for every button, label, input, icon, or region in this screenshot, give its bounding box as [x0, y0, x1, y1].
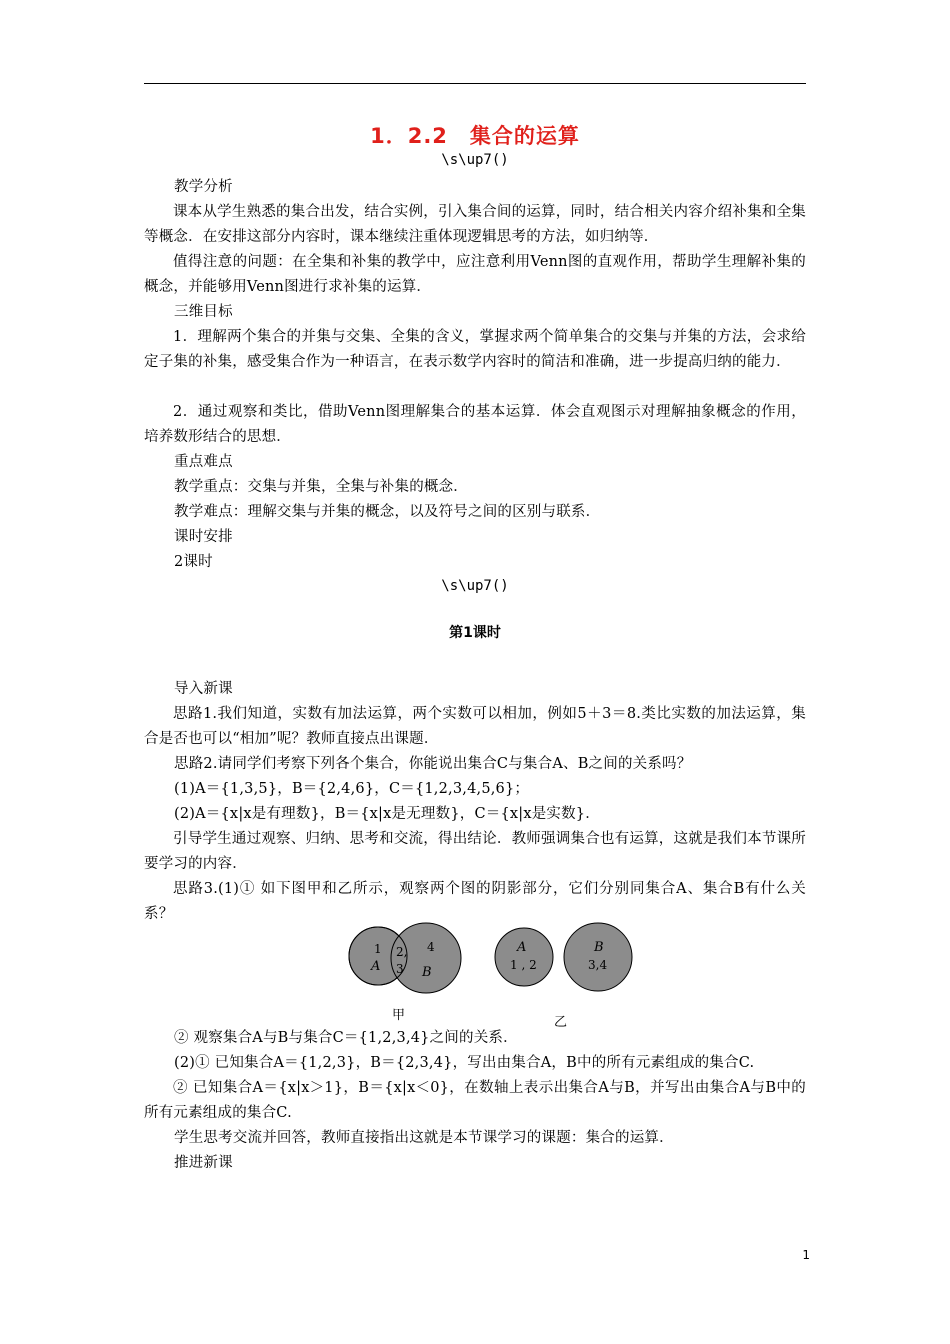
difficult-points: 教学难点：理解交集与并集的概念，以及符号之间的区别与联系． [174, 504, 601, 520]
idea-3: 思路3.(1)① 如下图甲和乙所示，观察两个图的阴影部分，它们分别同集合A、集合B有什么关系？ [144, 881, 806, 922]
analysis-heading: 教学分析 [174, 179, 233, 195]
venn-yi-a-nums: 1 , 2 [510, 958, 537, 972]
schedule-value: 2课时 [174, 554, 213, 570]
key-heading: 重点难点 [174, 454, 233, 470]
analysis-paragraph-1: 课本从学生熟悉的集合出发，结合实例，引入集合间的运算，同时，结合相关内容介绍补集和全集等概念．在安排这部分内容时，课本继续注重体现逻辑思考的方法，如归纳等． [144, 204, 806, 245]
idea-1: 思路1.我们知道，实数有加法运算，两个实数可以相加，例如5＋3＝8.类比实数的加法运算，集合是否也可以“相加”呢？教师直接点出课题． [144, 706, 806, 747]
venn-diagram-yi [495, 923, 632, 991]
venn-yi-circle-a [495, 928, 553, 986]
page-number: 1 [802, 1248, 810, 1262]
venn-yi-b-label: B [594, 940, 604, 955]
next-heading: 推进新课 [174, 1155, 233, 1171]
analysis-paragraph-2: 值得注意的问题：在全集和补集的教学中，应注意利用Venn图的直观作用，帮助学生理解补集的概念，并能够用Venn图进行求补集的运算． [144, 254, 806, 295]
field-code-line: \s\up7() [441, 152, 509, 168]
question-union-infinite: ② 已知集合A＝{x|x＞1}，B＝{x|x＜0}，在数轴上表示出集合A与B，并写出由集合A与B中的所有元素组成的集合C. [144, 1080, 806, 1121]
intro-heading: 导入新课 [174, 681, 233, 697]
venn-jia-b-label: B [422, 965, 432, 980]
venn-jia-b-num: 4 [427, 940, 435, 954]
venn-yi-circle-b [564, 923, 632, 991]
idea-2-conclusion: 引导学生通过观察、归纳、思考和交流，得出结论．教师强调集合也有运算，这就是我们本节课所要学习的内容． [144, 831, 806, 872]
venn-jia-overlap-top: 2, [396, 945, 408, 959]
question-union-finite: (2)① 已知集合A＝{1,2,3}，B＝{2,3,4}，写出由集合A，B中的所有元素组成的集合C. [174, 1055, 755, 1071]
lesson-title: 第1课时 [449, 625, 501, 641]
students-discuss: 学生思考交流并回答，教师直接指出这就是本节课学习的课题：集合的运算． [174, 1130, 674, 1146]
schedule-heading: 课时安排 [174, 529, 233, 545]
venn-jia-a-label: A [371, 959, 381, 974]
venn-yi-b-nums: 3,4 [588, 958, 608, 972]
goal-2: 2．通过观察和类比，借助Venn图理解集合的基本运算．体会直观图示对理解抽象概念的作用，培养数形结合的思想． [144, 404, 806, 445]
venn-diagram-jia [349, 923, 461, 993]
venn-jia-a-num: 1 [374, 942, 382, 956]
idea-2-item-2: (2)A＝{x|x是有理数}，B＝{x|x是无理数}，C＝{x|x是实数}． [174, 806, 600, 822]
goal-1: 1．理解两个集合的并集与交集、全集的含义，掌握求两个简单集合的交集与并集的方法，会求给定子集的补集，感受集合作为一种语言，在表示数学内容时的简洁和准确，进一步提高归纳的能力． [144, 329, 806, 370]
idea-2-item-1: (1)A＝{1,3,5}，B＝{2,4,6}，C＝{1,2,3,4,5,6}； [174, 781, 530, 797]
venn-figure [340, 920, 640, 1030]
field-code-line-2: \s\up7() [441, 578, 509, 594]
header-rule [144, 83, 806, 84]
idea-2: 思路2.请同学们考察下列各个集合，你能说出集合C与集合A、B之间的关系吗？ [174, 756, 692, 772]
figure-caption-yi: 乙 [554, 1015, 568, 1030]
question-observe: ② 观察集合A与B与集合C＝{1,2,3,4}之间的关系． [174, 1030, 518, 1046]
key-points: 教学重点：交集与并集，全集与补集的概念． [174, 479, 468, 495]
goals-heading: 三维目标 [174, 304, 233, 320]
venn-yi-a-label: A [517, 940, 527, 955]
figure-caption-jia: 甲 [392, 1008, 406, 1023]
page-title: 1．2.2 集合的运算 [370, 124, 580, 148]
venn-jia-overlap-bottom: 3 [396, 962, 404, 976]
